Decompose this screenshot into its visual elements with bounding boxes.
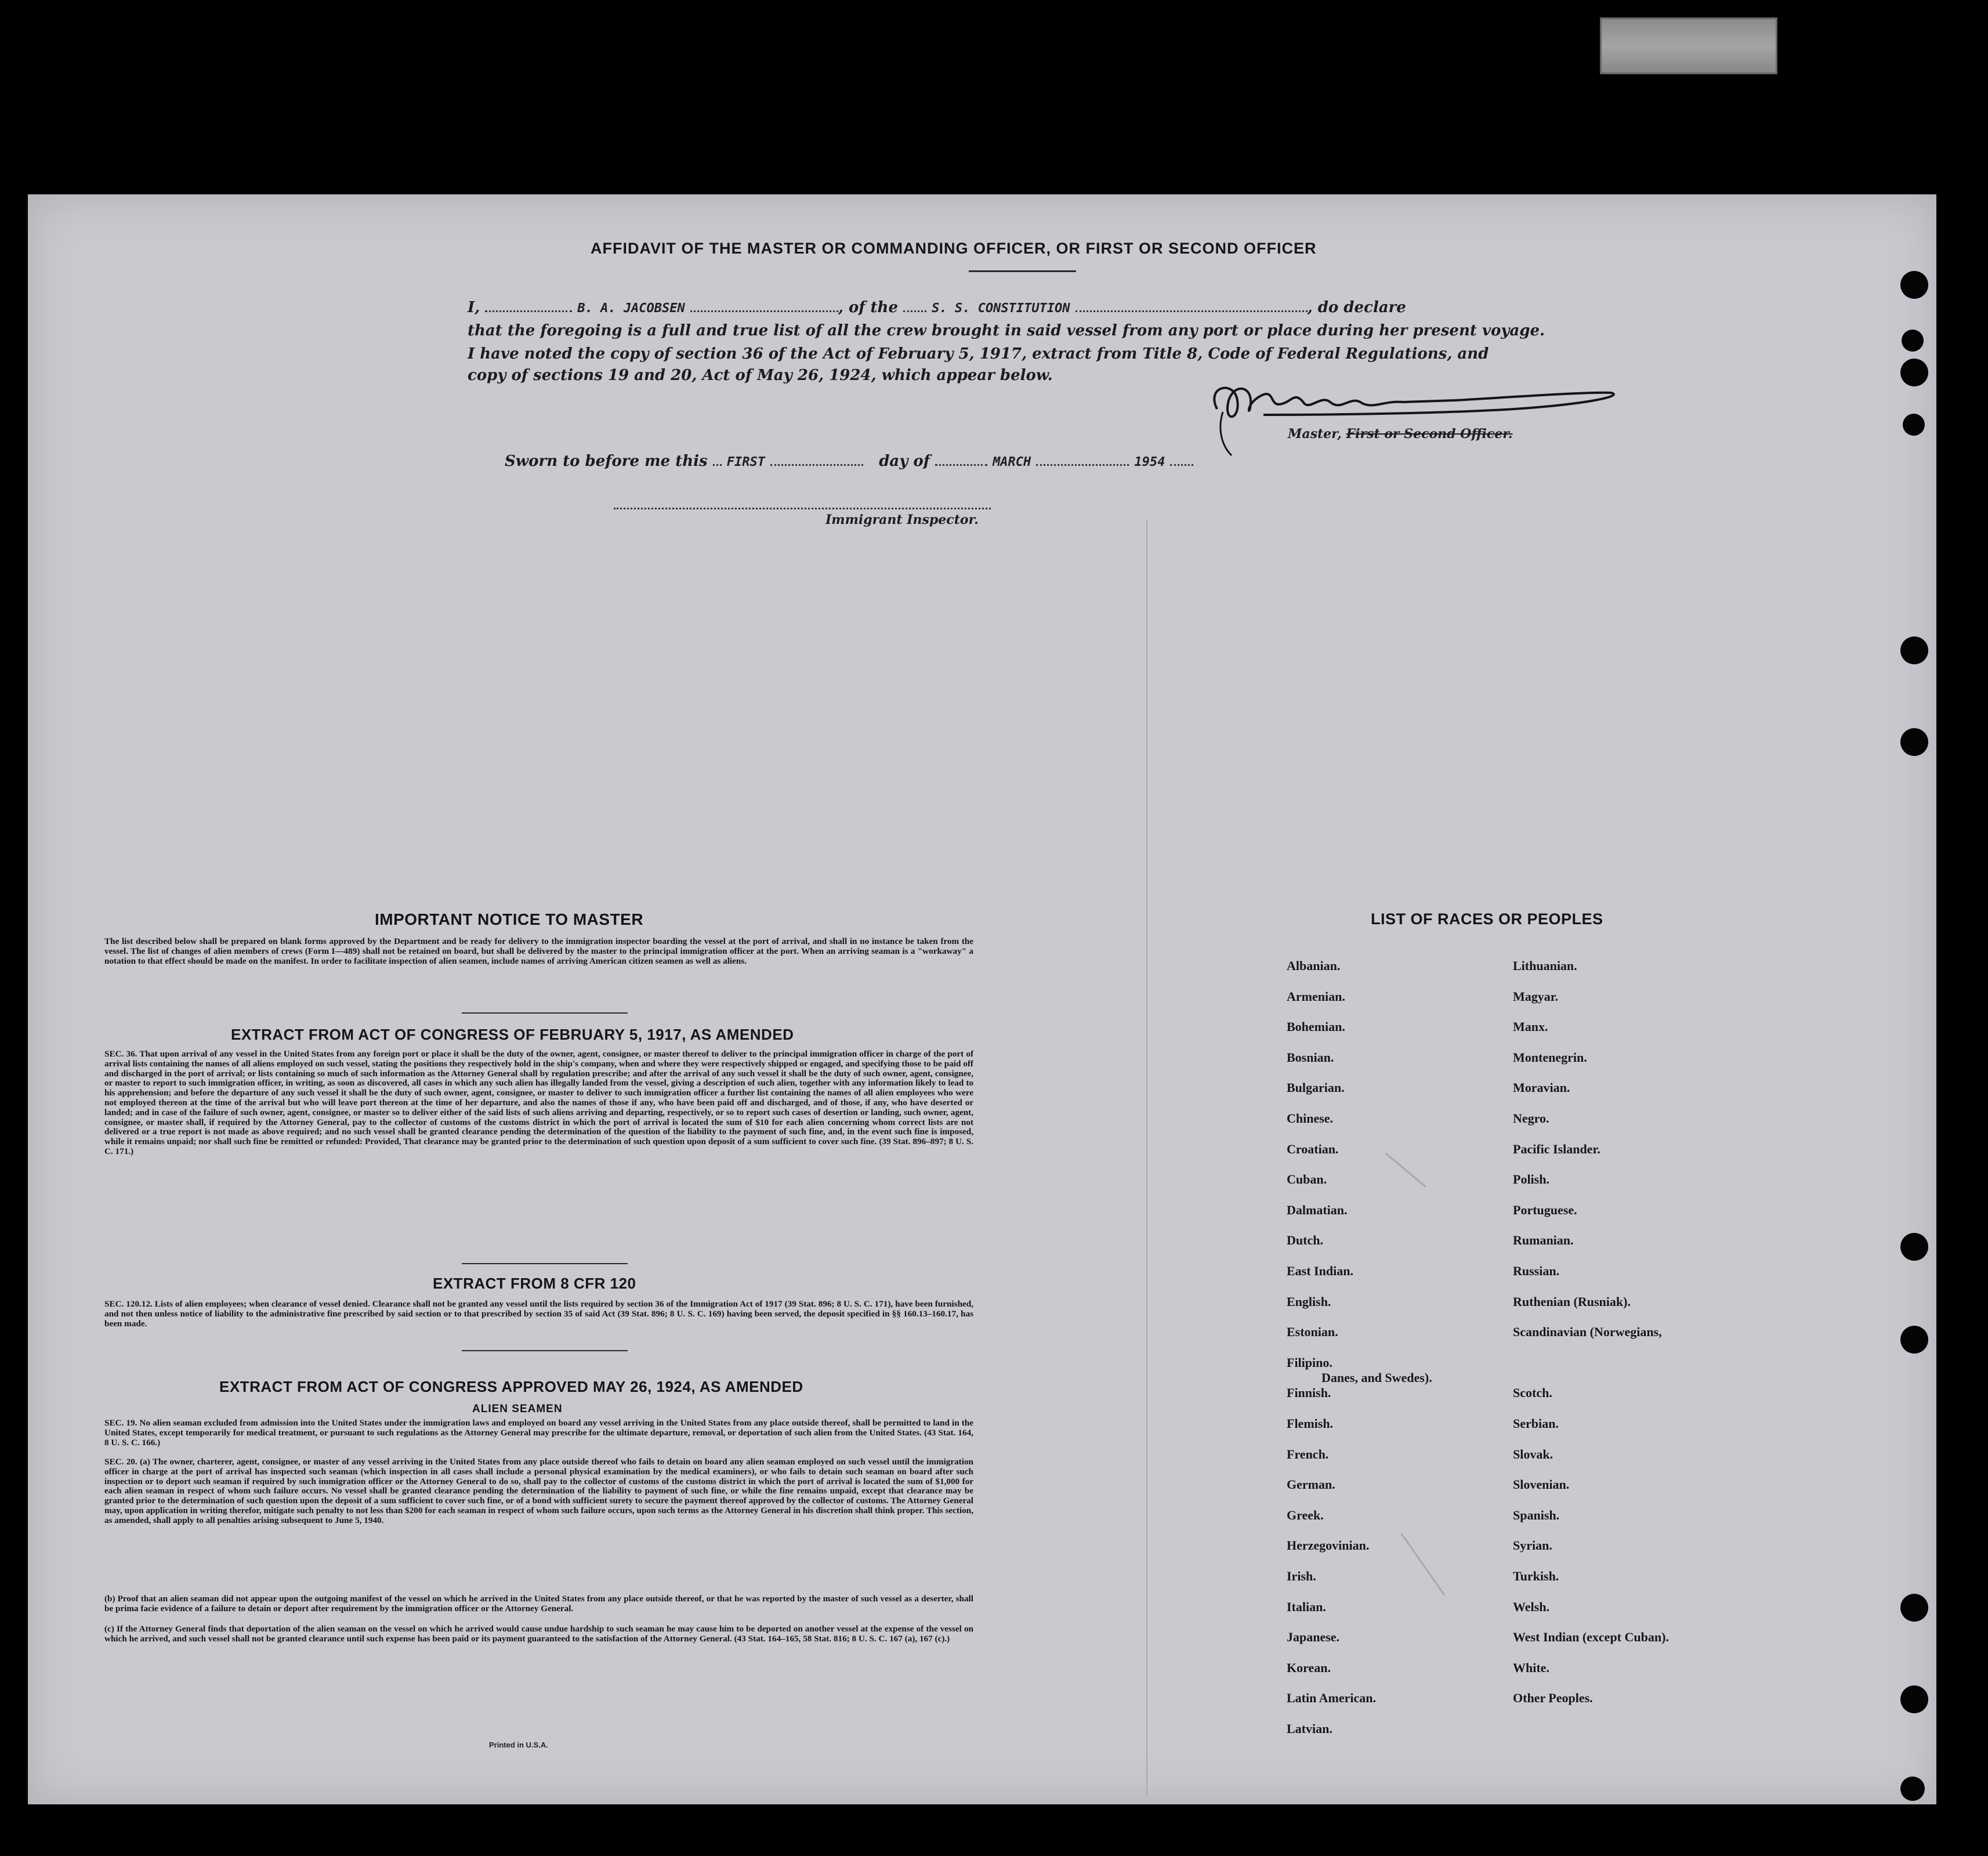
race-item: Ruthenian (Rusniak). [1513,1294,1631,1309]
race-item: Filipino. [1287,1355,1332,1370]
struck-caption: First or Second Officer. [1346,426,1513,442]
pencil-mark [1385,1152,1426,1187]
divider [462,1263,628,1264]
races-title: LIST OF RACES OR PEOPLES [1371,910,1603,928]
race-item: Irish. [1287,1569,1316,1583]
race-item: West Indian (except Cuban). [1513,1630,1669,1645]
affidavit-line-4: copy of sections 19 and 20, Act of May 26, 1924, which appear below. [468,367,1053,384]
sworn-day: FIRST [726,455,765,469]
race-item: Albanian. [1287,958,1341,973]
affidavit-line-1 [468,299,1406,316]
race-item: Spanish. [1513,1507,1560,1522]
race-item: Other Peoples. [1513,1691,1593,1706]
extract-cfr-title: EXTRACT FROM 8 CFR 120 [433,1275,636,1292]
divider [462,1350,628,1351]
center-fold [1146,519,1147,1796]
punch-hole [1900,1685,1928,1713]
printed-in-usa: Printed in U.S.A. [489,1741,548,1749]
race-item: Rumanian. [1513,1233,1574,1248]
race-item: Pacific Islander. [1513,1141,1600,1156]
extract-1924-sec19: SEC. 19. No alien seaman excluded from admission into the United States under the immigration laws and employed on board any vessel arriving in the United States from any place outside thereof, shall be permitted to land in the United States, except temporarily for medical treatment, or pursuant to such regulations as the Attorney General may prescribe for the ultimate departure, removal, or deportation of such alien from the United States. (43 Stat. 164, 8 U. S. C. 166.) [104,1418,973,1448]
vessel-name: S. S. CONSTITUTION [932,301,1070,316]
document-sheet [28,194,1936,1804]
race-item: Estonian. [1287,1325,1338,1340]
race-item: Scotch. [1513,1385,1552,1401]
race-item: Armenian. [1287,989,1345,1004]
race-item: Montenegrin. [1513,1050,1587,1065]
race-item: White. [1513,1660,1549,1675]
archive-tag [1600,17,1777,74]
race-item: Cuban. [1287,1172,1327,1187]
punch-hole [1900,271,1928,299]
race-item: Slovak. [1513,1446,1554,1461]
race-item: Serbian. [1513,1416,1559,1431]
notice-title: IMPORTANT NOTICE TO MASTER [375,910,644,928]
affidavit-line-2: that the foregoing is a full and true list of all the crew brought in said vessel from any port or place during her present voyage. [468,322,1545,339]
race-item: Dalmatian. [1287,1202,1348,1217]
affidavit-title: AFFIDAVIT OF THE MASTER OR COMMANDING OFFICER, OR FIRST OR SECOND OFFICER [591,240,1317,257]
race-item: Chinese. [1287,1111,1334,1126]
race-item: Danes, and Swedes). [1321,1370,1432,1385]
race-item: Latvian. [1287,1721,1332,1736]
title-rule [969,270,1076,272]
punch-hole [1900,1777,1925,1801]
punch-hole [1900,636,1928,664]
race-item: Manx. [1513,1019,1548,1034]
of-the-label: , of the [838,299,898,316]
master-signature [1182,368,1623,461]
race-item: Bohemian. [1287,1019,1345,1034]
race-item: Moravian. [1513,1080,1570,1095]
sworn-line: Sworn to before me this FIRST day of MARCH 1954 [505,453,1193,470]
race-item: Negro. [1513,1111,1549,1126]
race-item: German. [1287,1477,1335,1492]
extract-1917-title: EXTRACT FROM ACT OF CONGRESS OF FEBRUARY 5, 1917, AS AMENDED [231,1026,794,1043]
master-name: B. A. JACOBSEN [577,301,685,316]
race-item: Latin American. [1287,1691,1376,1706]
do-declare-label: , do declare [1307,299,1406,316]
extract-1924-subtitle: ALIEN SEAMEN [472,1403,563,1415]
race-item: Japanese. [1287,1630,1340,1645]
notice-body: The list described below shall be prepared on blank forms approved by the Department and be ready for delivery to the immigration inspector boarding the vessel at the port of arrival, and shall in no instance be taken from the vessel. The list of changes of alien members of crews (Form I—489) shall not be retained on board, but shall be delivered by the master to the principal immigration officer at the port. When an arriving seaman is a "workaway" a notation to that effect should be made on the manifest. In order to facilitate inspection of alien seamen, include names of arriving American citizen seamen as well as aliens. [104,936,973,966]
race-item: Croatian. [1287,1141,1339,1156]
punch-hole [1900,1594,1928,1622]
sworn-month: MARCH [993,455,1031,469]
race-item: Bosnian. [1287,1050,1334,1065]
race-item: Flemish. [1287,1416,1334,1431]
race-item: Turkish. [1513,1569,1559,1583]
punch-hole [1900,359,1928,386]
race-item: East Indian. [1287,1264,1353,1278]
race-item: Korean. [1287,1660,1331,1675]
extract-1924-sec20a: SEC. 20. (a) The owner, charterer, agent, consignee, or master of any vessel arriving in the United States from any place outside thereof who fails to detain on board any alien seaman employed on such vessel until the immigration officer in charge at the port of arrival has inspected such seaman (which inspection in all cases shall include a personal physical examination by the medical examiners), or who fails to detain such seaman on board after such inspection or to deport such seaman if required by such immigration officer or the Attorney General to do so, shall pay to the collector of customs of the customs district in which the port of arrival is located the sum of $1,000 for each alien seaman in respect of whom such failure occurs. No vessel shall be granted clearance pending the determination of the liability to payment of such fine, or while the fine remains unpaid, except that clearance may be granted prior to the determination of such question upon the deposit of a sum sufficient to cover such fine, or of a bond with sufficient surety to secure the payment thereof approved by the collector of customs. The Attorney General may, upon application in writing therefor, mitigate such penalty to not less than $200 for each seaman in respect of whom such failure occurs, upon such terms as the Attorney General in his discretion shall think proper. This section, as amended, shall apply to all penalties arising subsequent to June 5, 1940. [104,1457,973,1525]
race-item: Italian. [1287,1599,1326,1614]
extract-1924-sec20c: (c) If the Attorney General finds that deportation of the alien seaman on the vessel on which he arrived would cause undue hardship to such seaman he may cause him to be deported on another vessel at the expense of the vessel on which he arrived, and such vessel shall not be granted clearance until such expense has been paid or its payment guaranteed to the satisfaction of the Attorney General. (43 Stat. 164–165, 58 Stat. 816; 8 U. S. C. 167 (a), 167 (c).) [104,1624,973,1644]
divider [462,1012,628,1014]
extract-1917-body: SEC. 36. That upon arrival of any vessel in the United States from any foreign port or place it shall be the duty of the owner, agent, consignee, or master thereof to deliver to the principal immigration officer in charge of the port of arrival lists containing the names of all aliens employed on such vessel, stating the positions they respectively hold in the ship's company, when and where they were respectively shipped or engaged, and specifying those to be paid off and discharged in the port of arrival; or lists containing so much of such information as the Attorney General shall by regulation prescribe; and after the arrival of any such vessel it shall be the duty of such owner, agent, consignee, or master to report to such immigration officer, in writing, as soon as discovered, all cases in which any such alien has illegally landed from the vessel, giving a description of such alien, together with any information likely to lead to his apprehension; and before the departure of any such vessel it shall be the duty of such owner, agent, consignee, or master to deliver to such immigration officer a further list containing the names of all alien employees who were not employed thereon at the time of the arrival but who will leave port thereon at the time of her departure, and also the names of those if any, who have been paid off and discharged, and of those, if any, who have deserted or landed; and in case of the failure of such owner, agent, consignee, or master so to deliver either of the said lists of such aliens arriving and departing, respectively, or so to report such cases of desertion or landing, such owner, agent, consignee, or master shall, if required by the Attorney General, pay to the collector of customs of the customs district in which the port of arrival is located the sum of $10 for each alien concerning whom correct lists are not delivered or a true report is not made as above required; and no such vessel shall be granted clearance pending the determination of the question of the liability to the payment of such fine, and, in the event such fine is imposed, while it remains unpaid; nor shall such fine be remitted or refunded: Provided, That clearance may be granted prior to the determination of such question upon deposit of a sum sufficient to cover such fine. (39 Stat. 896–897; 8 U. S. C. 171.) [104,1049,973,1156]
race-item: Dutch. [1287,1233,1323,1248]
race-item: English. [1287,1294,1331,1309]
inspector-signature-line [614,508,991,509]
race-item: Bulgarian. [1287,1080,1345,1095]
master-caption: Master, First or Second Officer. [1288,426,1513,442]
race-item: Portuguese. [1513,1202,1577,1217]
i-label: I, [468,299,480,316]
race-item: Scandinavian (Norwegians, [1513,1325,1662,1340]
race-item: Lithuanian. [1513,958,1577,973]
punch-hole [1900,728,1928,756]
pencil-mark [1400,1533,1445,1595]
race-item: Syrian. [1513,1538,1552,1553]
race-item: Welsh. [1513,1599,1549,1614]
extract-1924-title: EXTRACT FROM ACT OF CONGRESS APPROVED MAY 26, 1924, AS AMENDED [219,1378,803,1395]
race-item: Polish. [1513,1172,1549,1187]
race-item: French. [1287,1446,1329,1461]
inspector-caption: Immigrant Inspector. [825,512,979,527]
punch-hole [1900,1326,1928,1354]
race-item: Greek. [1287,1507,1324,1522]
extract-1924-sec20b: (b) Proof that an alien seaman did not appear upon the outgoing manifest of the vessel on which he arrived in the United States from any place outside thereof, or that he was reported by the master of such vessel as a deserter, shall be prima facie evidence of a failure to detain or deport after requirement by the immigration officer or the Attorney General. [104,1594,973,1613]
punch-hole [1900,1233,1928,1261]
extract-cfr-body: SEC. 120.12. Lists of alien employees; when clearance of vessel denied. Clearance shall not be granted any vessel until the lists required by section 36 of the Immigration Act of 1917 (39 Stat. 896; 8 U. S. C. 171), have been furnished, and not then unless notice of liability to the administrative fine prescribed by said section or to that prescribed by section 35 of said Act (39 Stat. 896; 8 U. S. C. 169) having been served, the deposit specified in §§ 160.13–160.17, has been made. [104,1299,973,1329]
race-item: Finnish. [1287,1385,1331,1401]
race-item: Herzegovinian. [1287,1538,1370,1553]
race-item: Russian. [1513,1264,1560,1278]
race-item: Magyar. [1513,989,1559,1004]
race-item: Slovenian. [1513,1477,1570,1492]
punch-hole [1903,414,1925,436]
punch-hole [1902,330,1924,352]
affidavit-line-3: I have noted the copy of section 36 of the Act of February 5, 1917, extract from Title 8, Code of Federal Regulations, and [468,345,1489,363]
sworn-year: 1954 [1134,455,1165,469]
